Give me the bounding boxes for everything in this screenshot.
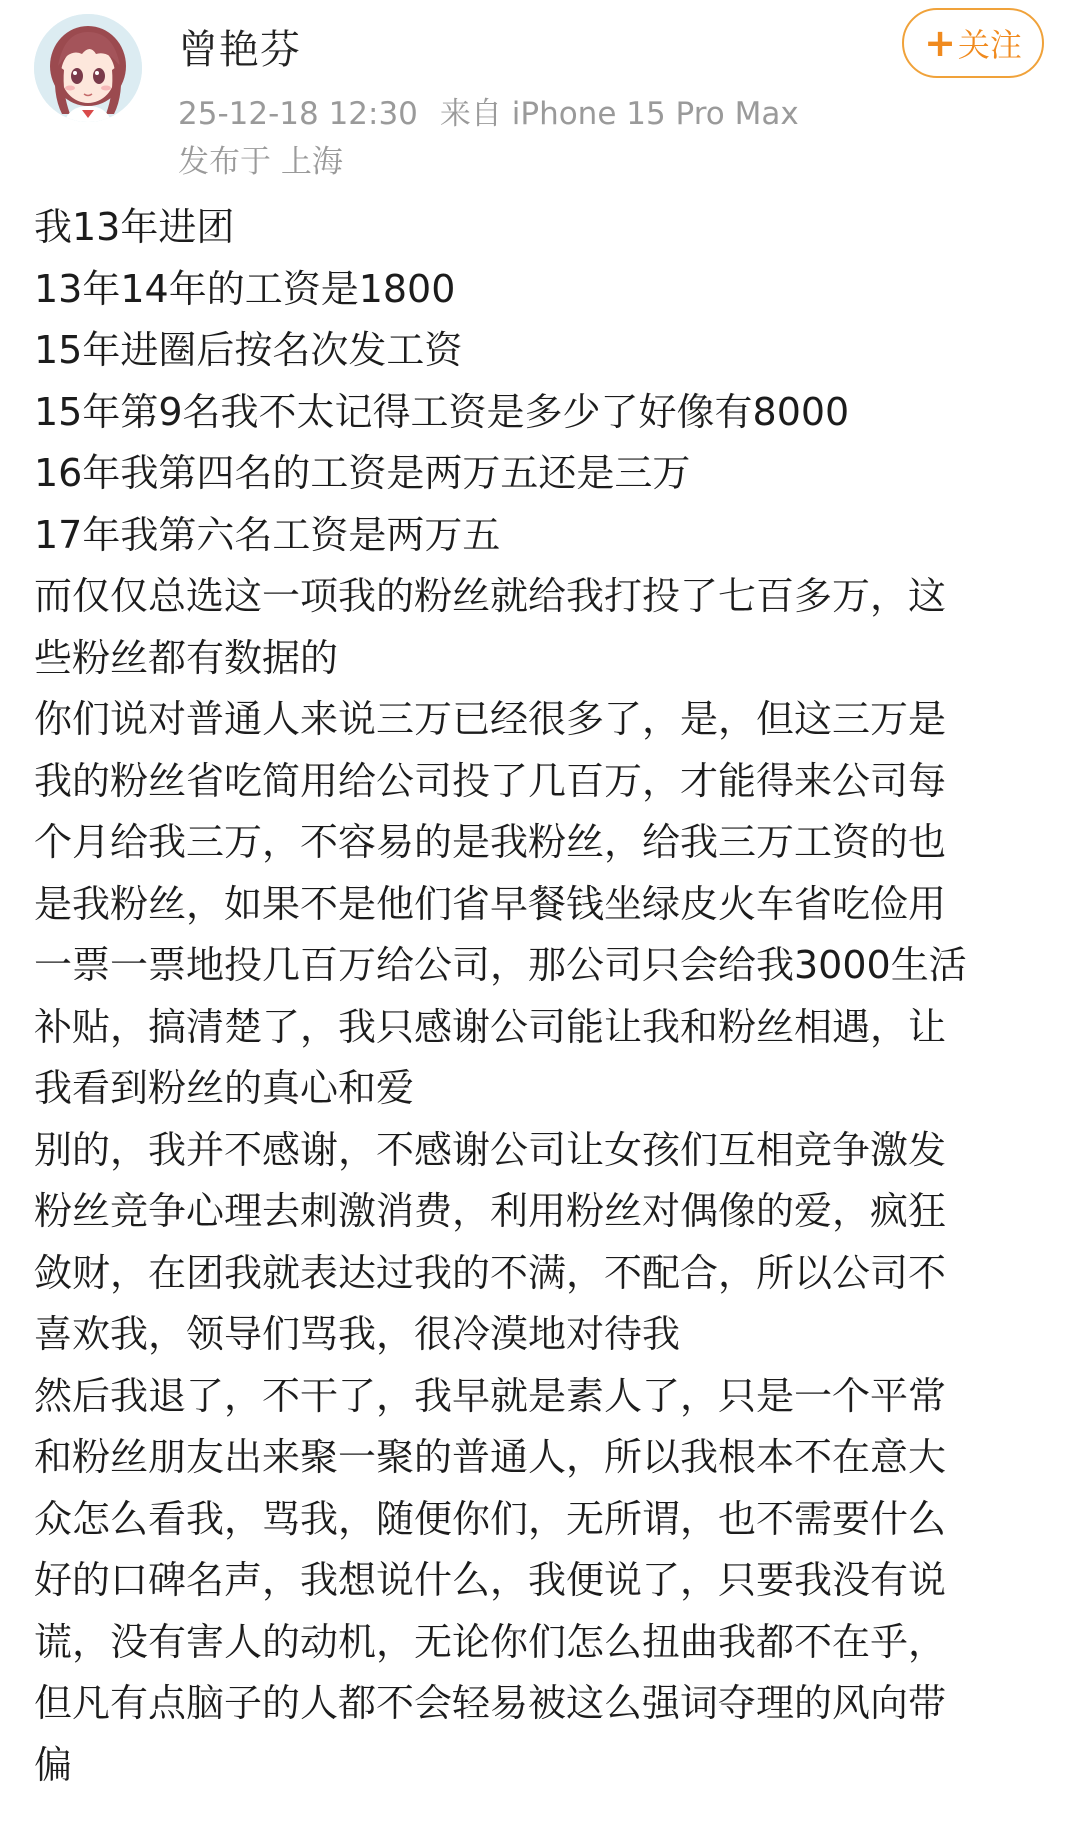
post-header [0,0,1080,185]
post-text-line: 13年14年的工资是1800 [34,266,456,311]
post-text-line: 是我粉丝，如果不是他们省早餐钱坐绿皮火车省吃俭用 [34,881,947,926]
post-text-line: 而仅仅总选这一项我的粉丝就给我打投了七百多万，这 [34,574,947,618]
post-text-line: 然后我退了，不干了，我早就是素人了，只是一个平常 [34,1373,947,1418]
post-text-line: 个月给我三万，不容易的是我粉丝，给我三万工资的也 [34,820,947,864]
post-text-line: 和粉丝朋友出来聚一聚的普通人，所以我根本不在意大 [34,1435,947,1479]
post-text-line: 15年进圈后按名次发工资 [34,328,463,372]
post-text-line: 众怎么看我，骂我，随便你们，无所谓，也不需要什么 [34,1496,947,1541]
post-text-line: 我看到粉丝的真心和爱 [34,1066,415,1110]
post-text-line: 些粉丝都有数据的 [34,635,339,680]
post-timestamp: 25-12-18 12:30 [178,96,418,132]
user-avatar[interactable] [34,14,142,122]
post-text-line: 粉丝竞争心理去刺激消费，利用粉丝对偶像的爱，疯狂 [34,1189,947,1233]
post-text-line: 一票一票地投几百万给公司，那公司只会给我3000生活 [34,943,967,987]
post-text-line: 补贴，搞清楚了，我只感谢公司能让我和粉丝相遇，让 [34,1004,947,1049]
post-meta [178,88,799,133]
post-text-line: 我13年进团 [34,205,235,249]
follow-button[interactable] [902,8,1044,78]
post-text-line: 好的口碑名声，我想说什么，我便说了，只要我没有说 [34,1558,947,1602]
plus-icon: + [924,21,956,65]
post-text-line: 敛财，在团我就表达过我的不满，不配合，所以公司不 [34,1250,947,1295]
post-text-line: 16年我第四名的工资是两万五还是三万 [34,451,691,495]
anime-girl-avatar-icon [34,14,142,122]
post-body [34,197,1046,1796]
post-source-device: 来自 iPhone 15 Pro Max [439,96,799,132]
post-text-line: 你们说对普通人来说三万已经很多了，是，但这三万是 [34,697,947,741]
post-text-line: 偏 [34,1742,73,1787]
user-name[interactable]: 曾艳芬 [178,27,301,73]
post-text-line: 谎，没有害人的动机，无论你们怎么扭曲我都不在乎， [34,1619,947,1664]
follow-button-label: 关注 [957,26,1022,64]
post-text-line: 17年我第六名工资是两万五 [34,512,501,557]
post-text-line: 15年第9名我不太记得工资是多少了好像有8000 [34,389,850,434]
post-text-line: 但凡有点脑子的人都不会轻易被这么强词夺理的风向带 [34,1681,947,1725]
post-text-line: 我的粉丝省吃简用给公司投了几百万，才能得来公司每 [34,758,947,803]
post-text-line: 喜欢我，领导们骂我，很冷漠地对待我 [34,1312,681,1356]
post-location: 发布于 上海 [178,144,343,180]
post-text-line: 别的，我并不感谢，不感谢公司让女孩们互相竞争激发 [34,1127,947,1172]
